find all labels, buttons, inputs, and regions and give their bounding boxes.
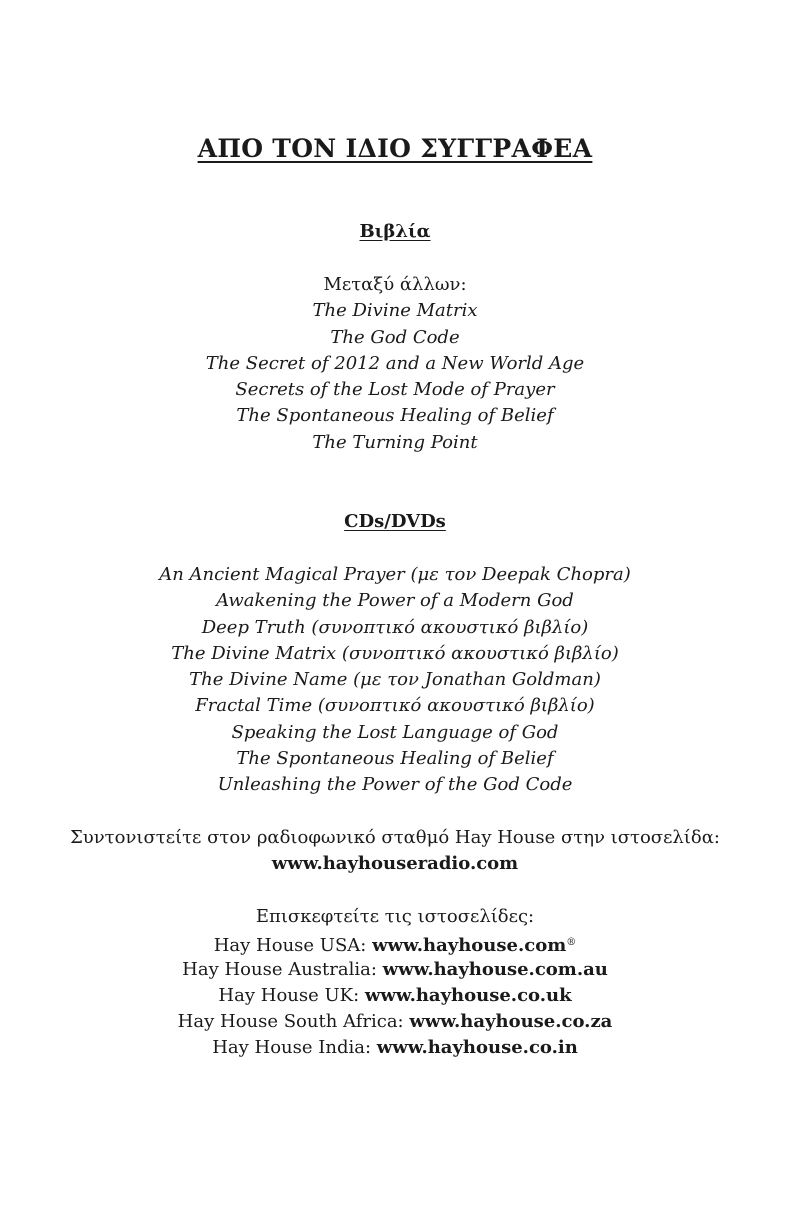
registered-mark: ® [566,937,577,949]
website-item [0,930,790,956]
media-title: Fractal Time (συνοπτικό ακουστικό βιβλίο) [195,695,595,717]
media-title: Awakening the Power of a Modern God [216,590,574,612]
media-title: The Divine Matrix (συνοπτικό ακουστικό βιβλίο) [171,642,619,664]
media-title: Deep Truth (συνοπτικό ακουστικό βιβλίο) [201,616,589,638]
website-item [0,983,790,1009]
website-label: Hay House USA: [213,935,373,957]
website-url-link[interactable]: www.hayhouse.com.au [382,958,608,980]
website-label: Hay House South Africa: [177,1011,410,1033]
website-label: Hay House Australia: [182,958,383,980]
radio-url-link[interactable]: www.hayhouseradio.com [271,853,519,875]
websites-list [0,904,790,1062]
website-url-link[interactable]: www.hayhouse.com [372,935,567,957]
radio-block [0,825,790,878]
book-title: The Spontaneous Healing of Belief [236,405,554,427]
website-url-link[interactable]: www.hayhouse.co.uk [364,984,572,1006]
website-label: Hay House India: [212,1037,377,1059]
media-title: Unleashing the Power of the God Code [217,774,573,796]
media-title: The Divine Name (με τον Jonathan Goldman) [189,669,601,691]
website-item [0,1035,790,1061]
website-url-link[interactable]: www.hayhouse.co.in [376,1037,578,1059]
media-title: Speaking the Lost Language of God [231,721,559,743]
books-list [0,272,790,456]
books-intro: Μεταξύ άλλων: [323,274,467,295]
website-item [0,1009,790,1035]
book-title: The God Code [330,326,460,348]
book-title: The Secret of 2012 and a New World Age [205,352,585,374]
website-label: Hay House UK: [218,984,365,1006]
media-title: An Ancient Magical Prayer (με τον Deepak Chopra) [159,564,631,585]
media-list [0,562,790,799]
book-title: The Divine Matrix [312,300,478,322]
website-url-link[interactable]: www.hayhouse.co.za [409,1011,613,1033]
media-title: The Spontaneous Healing of Belief [236,748,554,770]
media-heading: CDs/DVDs [344,511,446,532]
radio-text: Συντονιστείτε στον ραδιοφωνικό σταθμό Hay House στην ιστοσελίδα: [70,827,720,848]
websites-intro: Επισκεφτείτε τις ιστοσελίδες: [255,906,535,927]
book-title: The Turning Point [312,431,478,453]
books-heading: Βιβλία [359,221,431,242]
website-item [0,957,790,983]
page-title: ΑΠΟ ΤΟΝ ΙΔΙΟ ΣΥΓΓΡΑΦΕΑ [197,134,593,163]
book-title: Secrets of the Lost Mode of Prayer [235,379,555,401]
